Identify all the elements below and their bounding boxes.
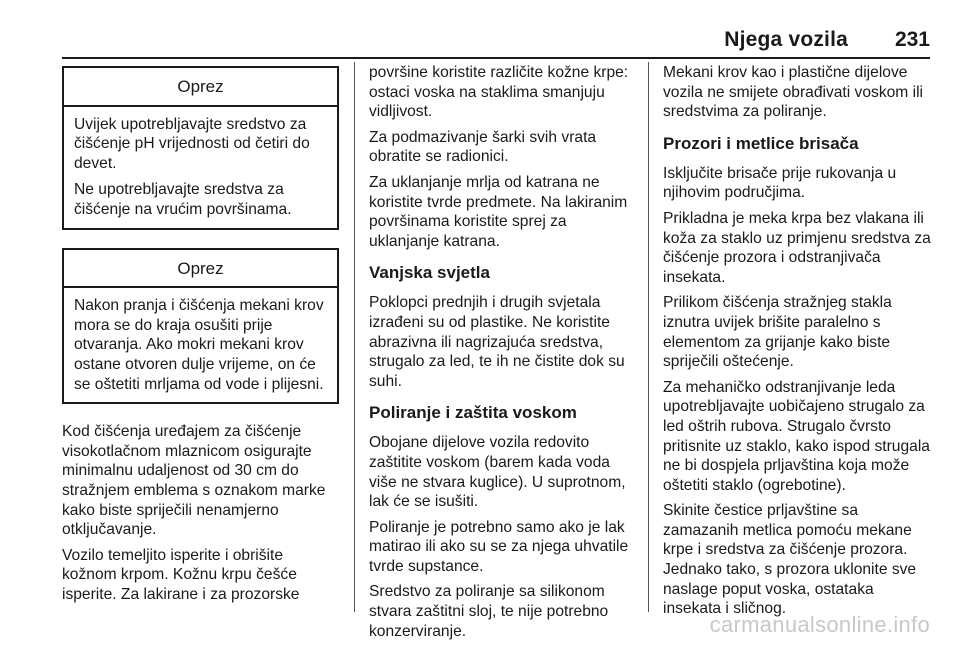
caution-title: Oprez — [64, 68, 337, 107]
column-2 — [369, 63, 635, 647]
caution-box — [62, 248, 339, 405]
column-divider — [648, 62, 649, 612]
body-paragraph: Sredstvo za poliranje sa silikonom stvara zaštitni sloj, te nije potrebno konzerviranje. — [369, 583, 609, 640]
body-paragraph: Poliranje je potrebno samo ako je lak matirao ili ako su se za njega uhvatile tvrde supstance. — [369, 518, 629, 575]
body-paragraph: Poklopci prednjih i drugih svjetala izrađeni su od plastike. Ne koristite abrazivna ili nagrizajuća sredstva, strugalo za led, te ih ne čistite dok su suhi. — [369, 294, 625, 390]
body-paragraph: Skinite čestice prljavštine sa zamazanih metlica pomoću mekane krpe i sredstva za čišćenje prozora. Jednako tako, s prozora uklonite sve naslage poput voska, ostataka insekata i sličnog. — [663, 502, 917, 618]
body-paragraph: Prilikom čišćenja stražnjeg stakla iznutra uvijek brišite paralelno s elementom za grijanje kako biste spriječili oštećenje. — [663, 294, 892, 371]
body-paragraph: Za mehaničko odstranjivanje leda upotrebljavajte uobičajeno strugalo za led oštrih rubova. Strugalo čvrsto pritisnite uz staklo, kako ispod strugala ne bi dospjela prljavština koja može oštetiti staklo (ogrebotine). — [663, 378, 930, 494]
section-heading: Prozori i metlice brisača — [663, 133, 859, 153]
caution-paragraph: Uvijek upotrebljavajte sredstvo za čišćenje pH vrijednosti od četiri do devet. — [74, 115, 310, 172]
header-rule — [62, 57, 930, 59]
caution-title: Oprez — [64, 250, 337, 289]
body-paragraph: Isključite brisače prije rukovanja u njihovim područjima. — [663, 164, 897, 202]
caution-box — [62, 66, 339, 230]
watermark: carmanualsonline.info — [709, 612, 930, 637]
column-divider — [354, 62, 355, 612]
body-paragraph: Kod čišćenja uređajem za čišćenje visokotlačnom mlaznicom osigurajte minimalnu udaljenost od 30 cm do stražnjem emblema s oznakom marke kako biste spriječili nenamjerno otključavanje. — [62, 423, 326, 539]
body-paragraph: Za podmazivanje šarki svih vrata obratite se radionici. — [369, 128, 597, 166]
section-heading: Poliranje i zaštita voskom — [369, 403, 577, 423]
caution-paragraph: Nakon pranja i čišćenja mekani krov mora se do kraja osušiti prije otvaranja. Ako mokri mekani krov ostane otvoren dulje vrijeme, on će se oštetiti mrljama od vode i plijesni. — [74, 297, 324, 393]
section-heading: Vanjska svjetla — [369, 263, 490, 283]
body-paragraph: Za uklanjanje mrlja od katrana ne koristite tvrde predmete. Na lakiranim površinama koristite sprej za uklanjanje katrana. — [369, 173, 628, 250]
page-number: 231 — [894, 28, 930, 51]
body-paragraph: površine koristite različite kožne krpe: ostaci voska na staklima smanjuju vidljivost. — [369, 64, 629, 121]
caution-body — [64, 288, 337, 402]
page-title: Njega vozila — [724, 28, 848, 51]
caution-paragraph: Ne upotrebljavajte sredstva za čišćenje na vrućim površinama. — [74, 181, 292, 218]
body-paragraph: Obojane dijelove vozila redovito zaštitite voskom (barem kada voda više ne stvara kuglice). U suprotnom, lak će se isušiti. — [369, 434, 626, 511]
page-header — [62, 24, 930, 60]
column-3 — [663, 63, 935, 625]
caution-body — [64, 107, 337, 228]
body-paragraph: Vozilo temeljito isperite i obrišite kožnom krpom. Kožnu krpu češće isperite. Za lakirane i za prozorske — [62, 546, 300, 603]
body-paragraph: Mekani krov kao i plastične dijelove vozila ne smijete obrađivati voskom ili sredstvima za poliranje. — [663, 64, 923, 121]
column-1 — [62, 66, 339, 610]
body-paragraph: Prikladna je meka krpa bez vlakana ili koža za staklo uz primjenu sredstva za čišćenje prozora i odstranjivača insekata. — [663, 209, 931, 286]
